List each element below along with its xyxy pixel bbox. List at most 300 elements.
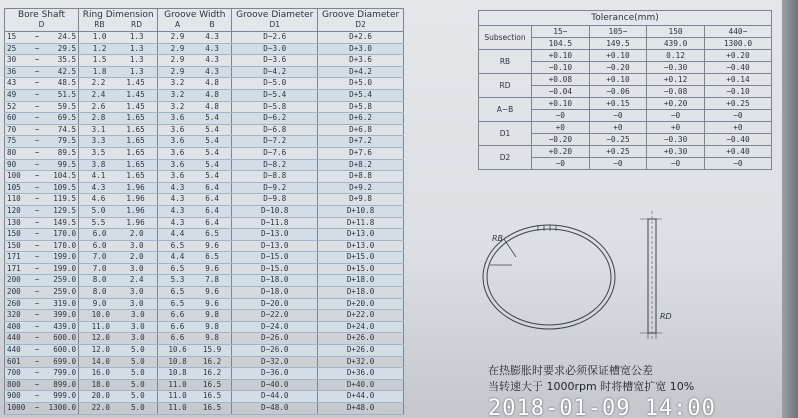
tolerance-cell: −0.20 bbox=[589, 62, 647, 74]
tolerance-group-label: RB bbox=[479, 50, 532, 74]
cell-value: D+11.8 bbox=[346, 217, 375, 227]
table-cell bbox=[5, 356, 79, 368]
cell-value: 3.8 bbox=[91, 159, 106, 169]
cell-value: D+15.0 bbox=[346, 263, 375, 273]
range-dash: − bbox=[34, 229, 40, 239]
cell-value: 1.2 bbox=[92, 43, 107, 53]
table-cell bbox=[232, 356, 318, 368]
cell-value: 5.5 bbox=[91, 217, 106, 227]
cell-value: 2.9 bbox=[170, 43, 185, 53]
tolerance-cell: +0 bbox=[704, 122, 771, 134]
table-cell bbox=[318, 391, 404, 403]
table-cell bbox=[318, 124, 404, 136]
table-cell bbox=[232, 159, 318, 171]
cell-value: 3.0 bbox=[129, 263, 144, 273]
cell-value: D+3.0 bbox=[349, 43, 372, 53]
table-cell bbox=[79, 101, 158, 113]
table-cell bbox=[318, 78, 404, 90]
table-cell bbox=[158, 32, 232, 44]
cell-value: 16.5 bbox=[202, 391, 222, 401]
tolerance-cell: −0.04 bbox=[532, 86, 590, 98]
table-cell bbox=[5, 194, 79, 206]
cell-value: 4.3 bbox=[205, 66, 219, 76]
tolerance-cell: +0.10 bbox=[532, 50, 590, 62]
table-cell bbox=[232, 205, 318, 217]
cell-value: D+40.0 bbox=[346, 379, 375, 389]
table-cell bbox=[79, 113, 158, 125]
cell-value: 8.0 bbox=[92, 287, 107, 297]
cell-value: 9.6 bbox=[205, 298, 219, 308]
cell-value: 150 bbox=[7, 240, 21, 250]
cell-value: 600.0 bbox=[53, 345, 77, 355]
tolerance-cell: +0.20 bbox=[647, 98, 705, 110]
table-cell bbox=[232, 78, 318, 90]
table-cell bbox=[318, 356, 404, 368]
table-cell bbox=[318, 229, 404, 241]
table-cell bbox=[79, 345, 158, 357]
table-cell bbox=[79, 333, 158, 345]
table-row bbox=[5, 345, 404, 357]
table-cell bbox=[158, 182, 232, 194]
table-cell bbox=[158, 310, 232, 322]
cell-value: D−3.6 bbox=[263, 55, 287, 65]
table-cell bbox=[318, 55, 404, 67]
table-cell bbox=[5, 182, 79, 194]
table-cell bbox=[5, 124, 79, 136]
table-cell bbox=[318, 333, 404, 345]
cell-value: 74.5 bbox=[57, 124, 77, 134]
cell-value: 25 bbox=[7, 43, 17, 53]
table-row bbox=[5, 310, 404, 322]
range-dash: − bbox=[34, 159, 40, 169]
column-header bbox=[318, 9, 404, 32]
table-cell bbox=[158, 263, 232, 275]
table-row bbox=[5, 287, 404, 299]
cell-value: D−6.8 bbox=[263, 124, 287, 134]
note-line-1: 在热膨胀时要求必须保证槽宽公差 bbox=[488, 364, 653, 377]
ring-inner-outline bbox=[487, 229, 611, 325]
cell-value: D−8.8 bbox=[263, 171, 287, 181]
cell-value: D−5.8 bbox=[263, 101, 287, 111]
table-row bbox=[5, 136, 404, 148]
cell-value: 129.5 bbox=[53, 205, 77, 215]
table-cell bbox=[158, 321, 232, 333]
table-cell bbox=[318, 43, 404, 55]
cell-value: 5.0 bbox=[91, 205, 106, 215]
cell-value: 130 bbox=[7, 217, 21, 227]
cell-value: 16.5 bbox=[202, 403, 222, 412]
cell-value: D+8.8 bbox=[349, 171, 372, 181]
cell-value: D−15.0 bbox=[261, 263, 289, 273]
cell-value: 171 bbox=[7, 252, 21, 262]
cell-value: 6.4 bbox=[205, 182, 219, 192]
cell-value: 1.65 bbox=[126, 124, 145, 134]
range-dash: − bbox=[34, 32, 40, 41]
range-dash: − bbox=[34, 205, 40, 215]
table-cell bbox=[158, 89, 232, 101]
table-cell bbox=[79, 379, 158, 391]
cell-value: 1.65 bbox=[126, 171, 145, 181]
table-cell bbox=[158, 298, 232, 310]
cell-value: 2.9 bbox=[170, 66, 185, 76]
table-cell bbox=[158, 124, 232, 136]
cell-value: 4.3 bbox=[170, 217, 185, 227]
tolerance-group-label: A−B bbox=[479, 98, 532, 122]
cell-value: 5.0 bbox=[130, 345, 145, 355]
cell-value: D+48.0 bbox=[346, 403, 375, 412]
cell-value: D+24.0 bbox=[346, 321, 375, 331]
cell-value: 699.0 bbox=[53, 356, 77, 366]
cell-value: 105 bbox=[7, 182, 21, 192]
tolerance-cell: +0.10 bbox=[589, 50, 647, 62]
cell-value: 1.3 bbox=[129, 66, 144, 76]
cell-value: 6.0 bbox=[92, 229, 107, 239]
cell-value: 6.6 bbox=[170, 321, 185, 331]
cell-value: 16.0 bbox=[91, 368, 110, 378]
cell-value: 15.9 bbox=[202, 345, 222, 355]
table-cell bbox=[232, 182, 318, 194]
table-row bbox=[5, 43, 404, 55]
cell-value: 4.3 bbox=[170, 194, 185, 204]
cell-value: 10.8 bbox=[168, 368, 187, 378]
table-cell bbox=[318, 379, 404, 391]
table-cell bbox=[79, 240, 158, 252]
table-cell bbox=[5, 101, 79, 113]
range-dash: − bbox=[34, 321, 40, 331]
cell-value: D+36.0 bbox=[346, 368, 375, 378]
cell-value: 5.4 bbox=[205, 124, 219, 134]
range-dash: − bbox=[34, 287, 40, 297]
cell-value: 89.5 bbox=[57, 147, 77, 157]
cell-value: 99.5 bbox=[57, 159, 77, 169]
column-header-sub: D2 bbox=[355, 20, 366, 29]
cell-value: 171 bbox=[7, 263, 21, 273]
table-cell bbox=[232, 368, 318, 380]
cell-value: 9.8 bbox=[205, 321, 219, 331]
table-cell bbox=[158, 78, 232, 90]
table-cell bbox=[5, 263, 79, 275]
tolerance-cell: +0.40 bbox=[704, 146, 771, 158]
table-cell bbox=[232, 113, 318, 125]
cell-value: D−44.0 bbox=[261, 391, 289, 401]
cell-value: 2.0 bbox=[129, 229, 144, 239]
cell-value: D−26.0 bbox=[261, 333, 289, 343]
table-cell bbox=[158, 66, 232, 78]
table-cell bbox=[79, 252, 158, 264]
table-cell bbox=[318, 136, 404, 148]
table-cell bbox=[158, 136, 232, 148]
table-cell bbox=[158, 356, 232, 368]
tolerance-row bbox=[479, 98, 772, 110]
table-cell bbox=[5, 252, 79, 264]
cell-value: 5.0 bbox=[130, 379, 145, 389]
range-dash: − bbox=[34, 171, 40, 181]
cell-value: 7.8 bbox=[205, 275, 219, 285]
table-cell bbox=[79, 287, 158, 299]
table-row bbox=[5, 263, 404, 275]
cell-value: 2.4 bbox=[129, 275, 144, 285]
cell-value: D+26.0 bbox=[346, 345, 375, 355]
cell-value: 3.5 bbox=[91, 147, 106, 157]
range-to-cell: 439.0 bbox=[647, 38, 705, 50]
table-row bbox=[5, 275, 404, 287]
table-cell bbox=[5, 43, 79, 55]
table-cell bbox=[318, 147, 404, 159]
cell-value: 10.8 bbox=[168, 356, 187, 366]
range-dash: − bbox=[34, 55, 40, 65]
table-cell bbox=[158, 147, 232, 159]
cell-value: 3.0 bbox=[130, 310, 145, 320]
cell-value: 1000 bbox=[7, 403, 26, 412]
table-row bbox=[5, 78, 404, 90]
ring-diagram bbox=[476, 205, 690, 345]
table-cell bbox=[318, 205, 404, 217]
column-header-sub: D1 bbox=[269, 20, 280, 29]
cell-value: 5.3 bbox=[170, 275, 185, 285]
cell-value: 999.0 bbox=[53, 391, 77, 401]
cell-value: 3.0 bbox=[130, 333, 145, 343]
cell-value: D−22.0 bbox=[261, 310, 289, 320]
tolerance-cell: 0.12 bbox=[647, 50, 705, 62]
table-row bbox=[5, 379, 404, 391]
cell-value: D−2.6 bbox=[263, 32, 287, 41]
table-row bbox=[5, 240, 404, 252]
table-cell bbox=[79, 275, 158, 287]
cell-value: 75 bbox=[7, 136, 17, 146]
tolerance-cell: +0 bbox=[589, 122, 647, 134]
tolerance-cell: +0 bbox=[647, 122, 705, 134]
range-from-cell: 150 bbox=[647, 26, 705, 38]
cell-value: 11.0 bbox=[168, 391, 187, 401]
cell-value: 319.0 bbox=[53, 298, 77, 308]
cell-value: 1.0 bbox=[92, 32, 107, 41]
cell-value: 52 bbox=[7, 101, 17, 111]
table-row bbox=[5, 391, 404, 403]
table-row bbox=[5, 229, 404, 241]
cell-value: 18.0 bbox=[91, 379, 110, 389]
cell-value: D−36.0 bbox=[261, 368, 289, 378]
cell-value: D−11.8 bbox=[261, 217, 289, 227]
cell-value: D+10.8 bbox=[346, 205, 375, 215]
tolerance-cell: −0 bbox=[589, 158, 647, 170]
tolerance-cell: +0.15 bbox=[589, 98, 647, 110]
tolerance-cell: −0.08 bbox=[647, 86, 705, 98]
cell-value: D+9.2 bbox=[349, 182, 372, 192]
cell-value: 35.5 bbox=[57, 55, 77, 65]
cell-value: 69.5 bbox=[57, 113, 77, 123]
cell-value: 399.0 bbox=[53, 310, 77, 320]
table-cell bbox=[158, 275, 232, 287]
cell-value: 4.8 bbox=[205, 78, 219, 88]
tolerance-cell: +0.10 bbox=[532, 98, 590, 110]
cell-value: D+13.0 bbox=[346, 240, 375, 250]
cell-value: D−26.0 bbox=[261, 345, 289, 355]
column-header bbox=[158, 9, 232, 32]
cell-value: 2.6 bbox=[91, 101, 106, 111]
table-cell bbox=[232, 275, 318, 287]
table-cell bbox=[79, 205, 158, 217]
tolerance-cell: −0 bbox=[704, 110, 771, 122]
cell-value: 3.6 bbox=[170, 124, 185, 134]
cell-value: 400 bbox=[7, 321, 21, 331]
table-cell bbox=[5, 205, 79, 217]
table-cell bbox=[5, 217, 79, 229]
table-cell bbox=[232, 55, 318, 67]
table-cell bbox=[79, 368, 158, 380]
cell-value: 199.0 bbox=[53, 252, 77, 262]
cell-value: 1.3 bbox=[129, 43, 144, 53]
tolerance-cell: −0.40 bbox=[704, 134, 771, 146]
cell-value: 51.5 bbox=[57, 89, 77, 99]
table-cell bbox=[232, 124, 318, 136]
range-dash: − bbox=[34, 333, 40, 343]
table-cell bbox=[79, 147, 158, 159]
table-row bbox=[5, 147, 404, 159]
cell-value: D+6.2 bbox=[349, 113, 372, 123]
table-cell bbox=[318, 32, 404, 44]
cell-value: 1.96 bbox=[126, 205, 145, 215]
cell-value: D−18.0 bbox=[261, 275, 289, 285]
cell-value: 5.4 bbox=[205, 113, 219, 123]
cell-value: 22.0 bbox=[91, 403, 110, 412]
cell-value: 3.1 bbox=[91, 124, 106, 134]
table-cell bbox=[158, 368, 232, 380]
tolerance-cell: +0.20 bbox=[532, 146, 590, 158]
cell-value: 2.4 bbox=[91, 89, 106, 99]
cell-value: 1.3 bbox=[129, 55, 144, 65]
table-cell bbox=[158, 403, 232, 415]
cell-value: 600.0 bbox=[53, 333, 77, 343]
cell-value: 4.3 bbox=[91, 182, 106, 192]
cell-value: 15 bbox=[7, 32, 17, 41]
table-cell bbox=[79, 403, 158, 415]
cell-value: 601 bbox=[7, 356, 21, 366]
cell-value: 170.0 bbox=[53, 240, 77, 250]
cell-value: 16.2 bbox=[202, 356, 222, 366]
cell-value: 3.2 bbox=[170, 78, 185, 88]
table-cell bbox=[79, 263, 158, 275]
cell-value: 3.6 bbox=[170, 147, 185, 157]
cell-value: D−15.0 bbox=[261, 252, 289, 262]
cell-value: D−9.8 bbox=[263, 194, 287, 204]
table-cell bbox=[5, 159, 79, 171]
table-cell bbox=[5, 321, 79, 333]
cell-value: 4.4 bbox=[170, 252, 185, 262]
table-cell bbox=[318, 287, 404, 299]
tolerance-cell: −0.30 bbox=[647, 134, 705, 146]
cell-value: 3.3 bbox=[91, 136, 106, 146]
table-cell bbox=[5, 368, 79, 380]
range-dash: − bbox=[34, 310, 40, 320]
table-cell bbox=[232, 66, 318, 78]
cell-value: D+7.2 bbox=[349, 136, 372, 146]
table-cell bbox=[5, 229, 79, 241]
cell-value: D−20.0 bbox=[261, 298, 289, 308]
table-cell bbox=[232, 345, 318, 357]
table-row bbox=[5, 32, 404, 44]
cell-value: 3.2 bbox=[170, 101, 185, 111]
table-cell bbox=[158, 194, 232, 206]
cell-value: 4.1 bbox=[91, 171, 106, 181]
cell-value: 5.0 bbox=[130, 403, 145, 412]
cell-value: 4.6 bbox=[91, 194, 106, 204]
table-cell bbox=[232, 171, 318, 183]
cell-value: 799.0 bbox=[53, 368, 77, 378]
range-dash: − bbox=[34, 113, 40, 123]
cell-value: 5.4 bbox=[205, 159, 219, 169]
table-cell bbox=[232, 136, 318, 148]
cell-value: 439.0 bbox=[53, 321, 77, 331]
cell-value: 6.4 bbox=[205, 194, 219, 204]
cell-value: 5.4 bbox=[205, 136, 219, 146]
cell-value: D−6.2 bbox=[263, 113, 287, 123]
table-cell bbox=[318, 159, 404, 171]
column-header bbox=[79, 9, 158, 32]
cell-value: 3.6 bbox=[170, 113, 185, 123]
tolerance-group-label: D2 bbox=[479, 146, 532, 170]
range-dash: − bbox=[34, 182, 40, 192]
cell-value: 5.4 bbox=[205, 171, 219, 181]
column-header bbox=[5, 9, 79, 32]
table-cell bbox=[232, 321, 318, 333]
tolerance-cell: −0.10 bbox=[704, 86, 771, 98]
range-dash: − bbox=[34, 124, 40, 134]
cell-value: 4.3 bbox=[205, 55, 219, 65]
table-cell bbox=[79, 310, 158, 322]
table-cell bbox=[79, 55, 158, 67]
cell-value: 6.5 bbox=[205, 252, 219, 262]
cell-value: 16.2 bbox=[202, 368, 222, 378]
cell-value: 119.5 bbox=[53, 194, 77, 204]
table-cell bbox=[158, 252, 232, 264]
tolerance-row bbox=[479, 122, 772, 134]
cell-value: 20.0 bbox=[91, 391, 110, 401]
table-row bbox=[5, 89, 404, 101]
cell-value: D+22.0 bbox=[346, 310, 375, 320]
range-dash: − bbox=[34, 147, 40, 157]
cell-value: 70 bbox=[7, 124, 17, 134]
table-cell bbox=[318, 368, 404, 380]
cell-value: D−32.0 bbox=[261, 356, 289, 366]
cell-value: 1.96 bbox=[126, 182, 145, 192]
table-cell bbox=[5, 66, 79, 78]
table-cell bbox=[232, 391, 318, 403]
cell-value: D+5.8 bbox=[349, 101, 372, 111]
cell-value: 9.8 bbox=[205, 310, 219, 320]
table-cell bbox=[318, 275, 404, 287]
table-cell bbox=[79, 66, 158, 78]
cell-value: 49 bbox=[7, 89, 17, 99]
range-dash: − bbox=[34, 403, 40, 412]
rb-leader-line bbox=[504, 239, 516, 257]
cell-value: 36 bbox=[7, 66, 17, 76]
table-cell bbox=[318, 263, 404, 275]
cell-value: 4.3 bbox=[205, 43, 219, 53]
cell-value: 100 bbox=[7, 171, 21, 181]
cell-value: 3.2 bbox=[170, 89, 185, 99]
table-row bbox=[5, 55, 404, 67]
cell-value: 6.5 bbox=[170, 298, 185, 308]
cell-value: D+2.6 bbox=[349, 32, 372, 41]
table-row bbox=[5, 333, 404, 345]
table-cell bbox=[318, 217, 404, 229]
cell-value: 6.6 bbox=[170, 310, 185, 320]
cell-value: 9.8 bbox=[205, 333, 219, 343]
cell-value: 3.0 bbox=[129, 298, 144, 308]
table-cell bbox=[232, 333, 318, 345]
cell-value: 1.96 bbox=[126, 217, 145, 227]
table-cell bbox=[232, 240, 318, 252]
